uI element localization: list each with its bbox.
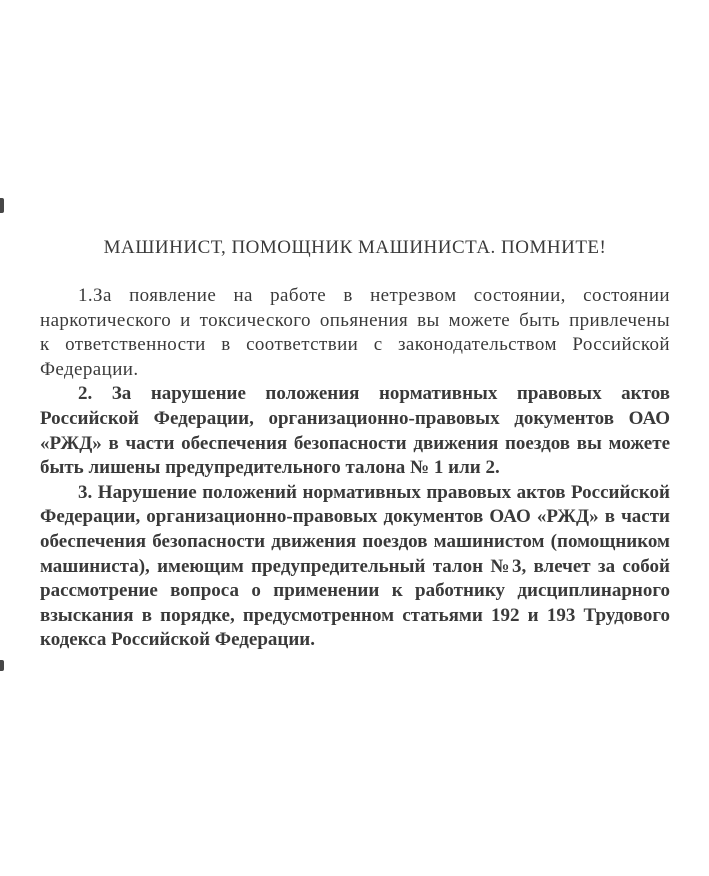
document-title: МАШИНИСТ, ПОМОЩНИК МАШИНИСТА. ПОМНИТЕ! [103, 237, 607, 258]
document-text-block [40, 237, 670, 653]
scan-artifact-bottom-left [0, 660, 4, 671]
paragraph-1-intoxication-liability: 1.За появление на работе в нетрезвом состоянии, состоянии наркотического и токсического опьянения вы можете быть привлечены к ответственности в соответствии с законодательством Российской Федерации. [40, 285, 670, 380]
scan-artifact-top-left [0, 198, 4, 213]
paragraph-3-warning-coupon-3-discipline: 3. Нарушение положений нормативных правовых актов Российской Федерации, организационно-правовых документов ОАО «РЖД» в части обеспечения безопасности движения поездов машинистом (помощником машиниста), имеющим предупредительный талон №3, влечет за собой рассмотрение вопроса о применении к работнику дисциплинарного взыскания в порядке, предусмотренном статьями 192 и 193 Трудового кодекса Российской Федерации. [40, 481, 670, 651]
paragraph-2-warning-coupon-1-2: 2. За нарушение положения нормативных правовых актов Российской Федерации, организационно-правовых документов ОАО «РЖД» в части обеспечения безопасности движения поездов вы можете быть лишены предупредительного талона № 1 или 2. [40, 383, 670, 479]
